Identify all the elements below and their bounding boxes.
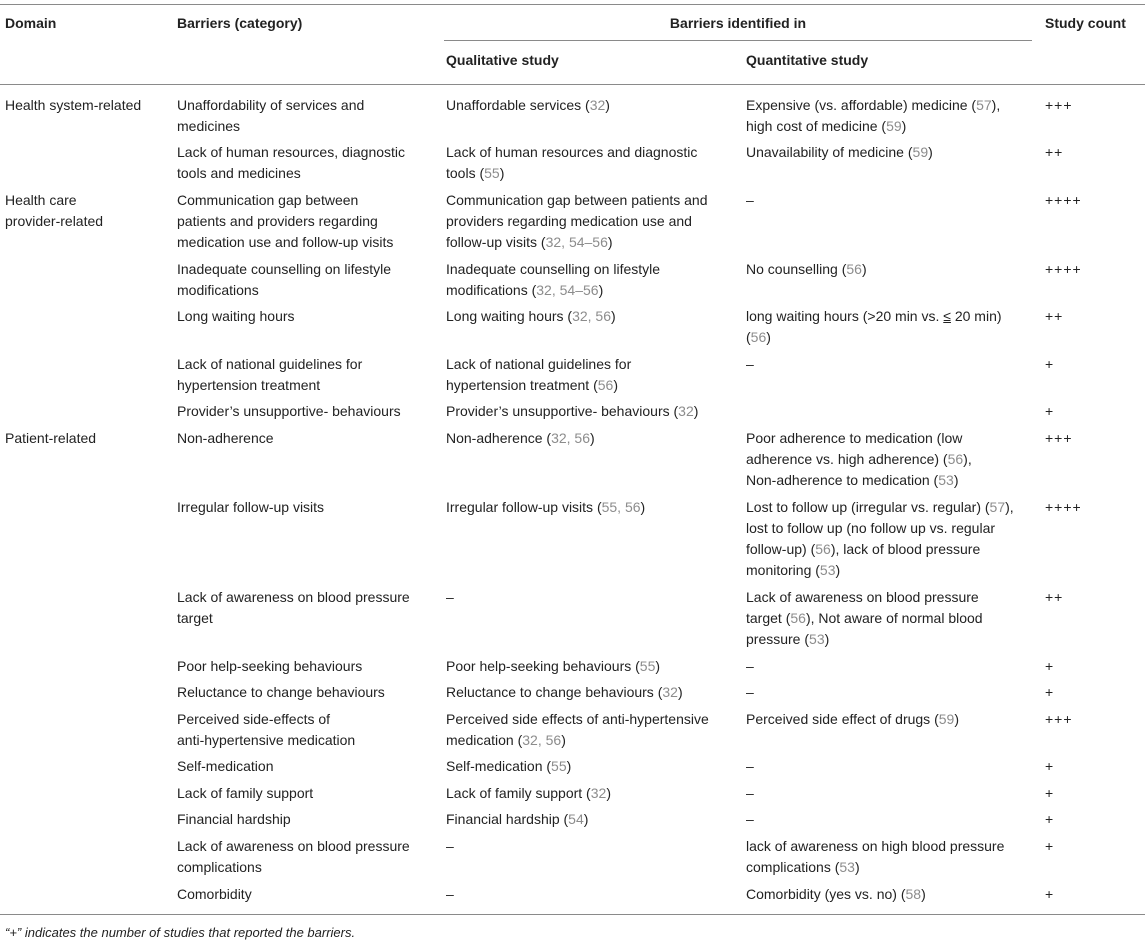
category-cell: Comorbidity xyxy=(177,886,252,902)
reference-link[interactable]: 32, 54–56 xyxy=(545,234,608,250)
quantitative-cell: – xyxy=(746,658,754,674)
study-count-cell: + xyxy=(1045,838,1055,854)
category-cell: Lack of national guidelines for xyxy=(177,356,363,372)
header-qualitative: Qualitative study xyxy=(446,52,559,68)
reference-link[interactable]: 55 xyxy=(484,165,500,181)
domain-cell: Health system-related xyxy=(5,97,142,113)
table-top-rule xyxy=(0,4,1145,5)
reference-link[interactable]: 58 xyxy=(905,886,922,902)
category-cell: Perceived side-effects of xyxy=(177,711,331,727)
header-quantitative: Quantitative study xyxy=(746,52,869,68)
header-domain: Domain xyxy=(5,15,57,31)
reference-link[interactable]: 53 xyxy=(839,859,855,875)
category-cell: Unaffordability of services and xyxy=(177,97,365,113)
category-cell: Poor help-seeking behaviours xyxy=(177,658,363,674)
study-count-cell: ++++ xyxy=(1045,499,1082,515)
category-cell: Self-medication xyxy=(177,758,274,774)
quantitative-cell: lost to follow up (no follow up vs. regular xyxy=(746,520,996,536)
qualitative-cell: – xyxy=(446,886,454,902)
category-cell: Lack of family support xyxy=(177,785,314,801)
reference-link[interactable]: 32 xyxy=(589,97,606,113)
quantitative-cell: – xyxy=(746,811,754,827)
reference-link[interactable]: 57 xyxy=(989,499,1006,515)
qualitative-cell: Reluctance to change behaviours (32) xyxy=(446,684,683,700)
qualitative-cell: Financial hardship (54) xyxy=(446,811,589,827)
study-count-cell: +++ xyxy=(1045,430,1073,446)
category-cell: modifications xyxy=(177,282,259,298)
domain-cell: Health care xyxy=(5,192,77,208)
quantitative-cell: lack of awareness on high blood pressure xyxy=(746,838,1005,854)
qualitative-cell: medication (32, 56) xyxy=(446,732,566,748)
quantitative-cell: – xyxy=(746,192,754,208)
header-identified-in: Barriers identified in xyxy=(669,15,807,31)
qualitative-cell: – xyxy=(446,838,454,854)
quantitative-cell: No counselling (56) xyxy=(746,261,867,277)
study-count-cell: + xyxy=(1045,403,1055,419)
category-cell: Financial hardship xyxy=(177,811,291,827)
study-count-cell: + xyxy=(1045,356,1055,372)
study-count-cell: ++ xyxy=(1045,308,1064,324)
study-count-cell: +++ xyxy=(1045,97,1073,113)
category-cell: medication use and follow-up visits xyxy=(177,234,394,250)
reference-link[interactable]: 56 xyxy=(815,541,831,557)
table-footnote: “+” indicates the number of studies that reported the barriers. xyxy=(5,925,356,940)
study-count-cell: + xyxy=(1045,658,1055,674)
category-cell: Long waiting hours xyxy=(177,308,295,324)
reference-link[interactable]: 55, 56 xyxy=(601,499,641,515)
quantitative-cell: Comorbidity (yes vs. no) (58) xyxy=(746,886,926,902)
qualitative-cell: Self-medication (55) xyxy=(446,758,572,774)
category-cell: Reluctance to change behaviours xyxy=(177,684,385,700)
qualitative-cell: Communication gap between patients and xyxy=(446,192,708,208)
category-cell: Non-adherence xyxy=(177,430,274,446)
qualitative-cell: Lack of family support (32) xyxy=(446,785,611,801)
qualitative-cell: Long waiting hours (32, 56) xyxy=(446,308,616,324)
qualitative-cell: – xyxy=(446,589,454,605)
category-cell: anti-hypertensive medication xyxy=(177,732,356,748)
reference-link[interactable]: 53 xyxy=(938,472,954,488)
domain-cell: Patient-related xyxy=(5,430,97,446)
qualitative-cell: Perceived side effects of anti-hypertensive xyxy=(446,711,709,727)
table-bottom-rule xyxy=(0,914,1145,915)
reference-link[interactable]: 56 xyxy=(790,610,806,626)
quantitative-cell: pressure (53) xyxy=(746,631,830,647)
study-count-cell: + xyxy=(1045,811,1055,827)
header-sub-rule xyxy=(444,40,1032,41)
category-cell: tools and medicines xyxy=(177,165,301,181)
quantitative-cell: Unavailability of medicine (59) xyxy=(746,144,933,160)
category-cell: complications xyxy=(177,859,262,875)
category-cell: Lack of awareness on blood pressure xyxy=(177,838,410,854)
study-count-cell: ++ xyxy=(1045,144,1064,160)
reference-link[interactable]: 32 xyxy=(662,684,678,700)
study-count-cell: ++++ xyxy=(1045,261,1082,277)
domain-cell: provider-related xyxy=(5,213,104,229)
quantitative-cell: – xyxy=(746,758,754,774)
study-count-cell: ++++ xyxy=(1045,192,1082,208)
qualitative-cell: follow-up visits (32, 54–56) xyxy=(446,234,613,250)
header-bottom-rule xyxy=(0,84,1145,85)
qualitative-cell: Non-adherence (32, 56) xyxy=(446,430,595,446)
qualitative-cell: Poor help-seeking behaviours (55) xyxy=(446,658,661,674)
reference-link[interactable]: 56 xyxy=(750,329,767,345)
study-count-cell: + xyxy=(1045,785,1055,801)
qualitative-cell: Irregular follow-up visits (55, 56) xyxy=(446,499,646,515)
quantitative-cell: Lack of awareness on blood pressure xyxy=(746,589,979,605)
reference-link[interactable]: 32, 54–56 xyxy=(536,282,599,298)
quantitative-cell: follow-up) (56), lack of blood pressure xyxy=(746,541,981,557)
reference-link[interactable]: 56 xyxy=(597,377,614,393)
category-cell: medicines xyxy=(177,118,241,134)
reference-link[interactable]: 53 xyxy=(809,631,825,647)
quantitative-cell: target (56), Not aware of normal blood xyxy=(746,610,983,626)
quantitative-cell: Poor adherence to medication (low xyxy=(746,430,963,446)
reference-link[interactable]: 56 xyxy=(846,261,862,277)
quantitative-cell: Lost to follow up (irregular vs. regular) (57), xyxy=(746,499,1014,515)
header-category: Barriers (category) xyxy=(177,15,303,31)
reference-link[interactable]: 55 xyxy=(551,758,567,774)
qualitative-cell: Inadequate counselling on lifestyle xyxy=(446,261,661,277)
quantitative-cell: adherence vs. high adherence) (56), xyxy=(746,451,972,467)
category-cell: hypertension treatment xyxy=(177,377,321,393)
category-cell: target xyxy=(177,610,213,626)
reference-link[interactable]: 32 xyxy=(590,785,607,801)
study-count-cell: ++ xyxy=(1045,589,1064,605)
quantitative-cell: high cost of medicine (59) xyxy=(746,118,907,134)
quantitative-cell: long waiting hours (>20 min vs. ≤ 20 min) xyxy=(746,308,1002,324)
qualitative-cell: Lack of human resources and diagnostic xyxy=(446,144,698,160)
reference-link[interactable]: 59 xyxy=(886,118,902,134)
reference-link[interactable]: 32, 56 xyxy=(572,308,612,324)
reference-link[interactable]: 57 xyxy=(976,97,992,113)
reference-link[interactable]: 59 xyxy=(938,711,955,727)
category-cell: Communication gap between xyxy=(177,192,359,208)
quantitative-cell: Expensive (vs. affordable) medicine (57), xyxy=(746,97,1001,113)
study-count-cell: +++ xyxy=(1045,711,1073,727)
quantitative-cell: (56) xyxy=(746,329,771,345)
quantitative-cell: – xyxy=(746,785,754,801)
qualitative-cell: modifications (32, 54–56) xyxy=(446,282,604,298)
qualitative-cell: tools (55) xyxy=(446,165,505,181)
category-cell: Irregular follow-up visits xyxy=(177,499,325,515)
quantitative-cell: Non-adherence to medication (53) xyxy=(746,472,959,488)
qualitative-cell: hypertension treatment (56) xyxy=(446,377,618,393)
category-cell: Provider’s unsupportive- behaviours xyxy=(177,403,401,419)
reference-link[interactable]: 55 xyxy=(639,658,656,674)
reference-link[interactable]: 54 xyxy=(568,811,584,827)
reference-link[interactable]: 32 xyxy=(678,403,694,419)
study-count-cell: + xyxy=(1045,684,1055,700)
study-count-cell: + xyxy=(1045,758,1055,774)
reference-link[interactable]: 32, 56 xyxy=(522,732,562,748)
study-count-cell: + xyxy=(1045,886,1055,902)
reference-link[interactable]: 56 xyxy=(947,451,964,467)
qualitative-cell: Unaffordable services (32) xyxy=(446,97,610,113)
reference-link[interactable]: 53 xyxy=(819,562,836,578)
quantitative-cell: complications (53) xyxy=(746,859,860,875)
quantitative-cell: – xyxy=(746,356,754,372)
quantitative-cell: monitoring (53) xyxy=(746,562,841,578)
category-cell: Lack of awareness on blood pressure xyxy=(177,589,410,605)
category-cell: patients and providers regarding xyxy=(177,213,378,229)
reference-link[interactable]: 59 xyxy=(912,144,929,160)
qualitative-cell: Provider’s unsupportive- behaviours (32) xyxy=(446,403,699,419)
qualitative-cell: Lack of national guidelines for xyxy=(446,356,632,372)
quantitative-cell: Perceived side effect of drugs (59) xyxy=(746,711,959,727)
reference-link[interactable]: 32, 56 xyxy=(551,430,590,446)
category-cell: Inadequate counselling on lifestyle xyxy=(177,261,392,277)
qualitative-cell: providers regarding medication use and xyxy=(446,213,692,229)
header-study-count: Study count xyxy=(1045,15,1126,31)
quantitative-cell: – xyxy=(746,684,754,700)
category-cell: Lack of human resources, diagnostic xyxy=(177,144,406,160)
